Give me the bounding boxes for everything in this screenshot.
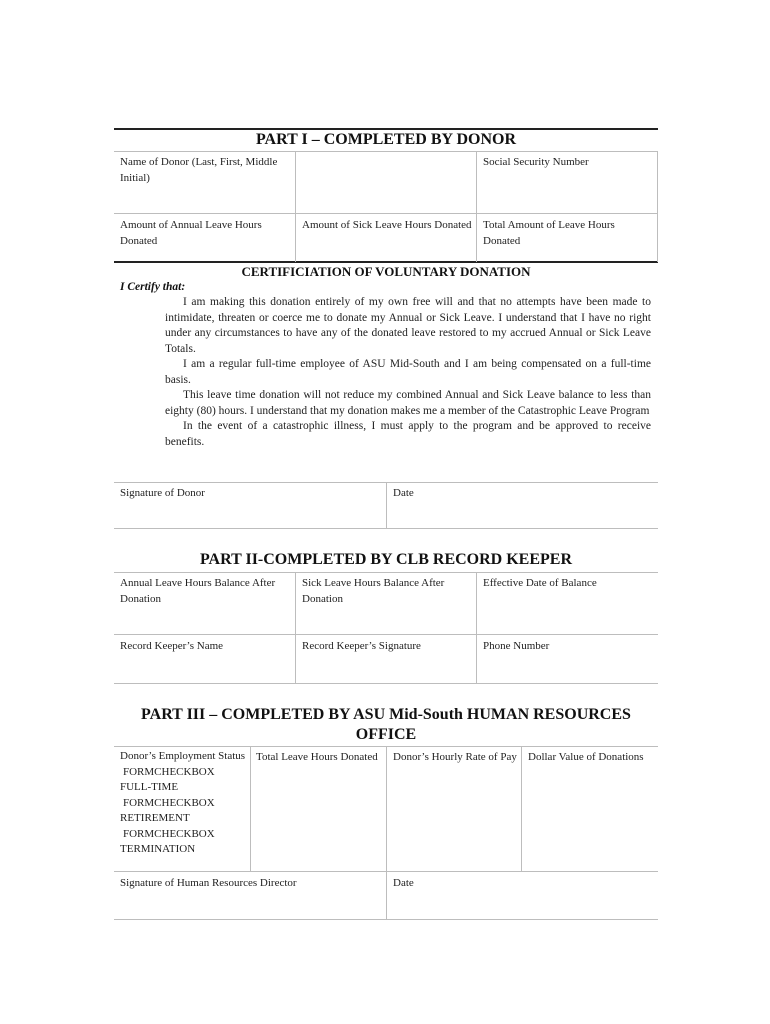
part1-bottom-rule bbox=[114, 261, 658, 263]
record-keeper-name-label: Record Keeper’s Name bbox=[120, 640, 224, 652]
part3-col-divider-2 bbox=[386, 746, 387, 919]
part2-col-divider-2 bbox=[476, 572, 477, 683]
total-hours-donated-label: Total Leave Hours Donated bbox=[256, 751, 378, 763]
hourly-rate-label: Donor’s Hourly Rate of Pay bbox=[393, 751, 517, 763]
sick-balance-label: Sick Leave Hours Balance After Donation bbox=[302, 577, 445, 605]
record-keeper-signature-label: Record Keeper’s Signature bbox=[302, 640, 421, 652]
part3-col-divider-3 bbox=[521, 746, 522, 871]
part2-bottom bbox=[114, 683, 658, 684]
part1-title: PART I – COMPLETED BY DONOR bbox=[255, 131, 517, 148]
dollar-value-label: Dollar Value of Donations bbox=[528, 751, 644, 763]
part2-row1-top bbox=[114, 572, 658, 573]
donor-name-field[interactable] bbox=[296, 152, 476, 212]
donor-date-label: Date bbox=[393, 487, 414, 499]
donor-signature-bottom bbox=[114, 528, 658, 529]
employment-status-cell bbox=[120, 749, 246, 858]
part2-title: PART II-COMPLETED BY CLB RECORD KEEPER bbox=[199, 551, 573, 568]
certification-paragraph-4: In the event of a catastrophic illness, I must apply to the program and be approved to receive benefits. bbox=[165, 420, 651, 448]
total-leave-donated-label: Total Amount of Leave Hours Donated bbox=[483, 219, 615, 247]
certification-paragraph-2: I am a regular full-time employee of ASU Mid-South and I am being compensated on a full-time basis. bbox=[165, 358, 651, 386]
hr-director-signature-label: Signature of Human Resources Director bbox=[120, 877, 297, 889]
checkbox-retirement[interactable]: FORMCHECKBOX bbox=[123, 796, 215, 809]
donor-signature-divider bbox=[386, 482, 387, 528]
donor-signature-label: Signature of Donor bbox=[120, 487, 205, 499]
sick-leave-donated-label: Amount of Sick Leave Hours Donated bbox=[302, 219, 472, 231]
phone-number-label: Phone Number bbox=[483, 640, 550, 652]
annual-balance-label: Annual Leave Hours Balance After Donation bbox=[120, 577, 276, 605]
ssn-label: Social Security Number bbox=[483, 156, 589, 168]
hr-date-label: Date bbox=[393, 877, 414, 889]
employment-status-label: Donor’s Employment Status bbox=[120, 750, 246, 762]
certification-paragraph-3: This leave time donation will not reduce my combined Annual and Sick Leave balance to less than eighty (80) hours. I understand that my donation makes me a member of the Catastrophic Leave Program bbox=[165, 389, 651, 417]
part2-row2-top bbox=[114, 634, 658, 635]
certification-text bbox=[165, 295, 651, 450]
part1-right-border bbox=[657, 151, 658, 262]
part3-col-divider-1 bbox=[250, 746, 251, 871]
annual-leave-donated-label: Amount of Annual Leave Hours Donated bbox=[120, 219, 262, 247]
part3-bottom bbox=[114, 919, 658, 920]
option-retirement: RETIREMENT bbox=[120, 812, 190, 824]
part3-title: PART III – COMPLETED BY ASU Mid-South HUMAN RESOURCES OFFICE bbox=[141, 706, 631, 743]
certify-label: I Certify that: bbox=[120, 281, 186, 293]
part1-row2-top bbox=[114, 213, 658, 214]
part1-col-divider-2 bbox=[476, 151, 477, 262]
certification-paragraph-1: I am making this donation entirely of my own free will and that no attempts have been made to intimidate, threaten or coerce me to donate my Annual or Sick Leave. I understand that I have no right under any circumstances to have any of the donated leave restored to my accrued Annual or Sick Leave Totals. bbox=[165, 296, 651, 355]
certification-title: CERTIFICIATION OF VOLUNTARY DONATION bbox=[241, 264, 531, 279]
effective-date-label: Effective Date of Balance bbox=[483, 577, 597, 589]
part2-col-divider-1 bbox=[295, 572, 296, 683]
donor-name-label: Name of Donor (Last, First, Middle Initial) bbox=[120, 156, 278, 184]
option-termination: TERMINATION bbox=[120, 843, 196, 855]
checkbox-termination[interactable]: FORMCHECKBOX bbox=[123, 827, 215, 840]
checkbox-full-time[interactable]: FORMCHECKBOX bbox=[123, 765, 215, 778]
part1-top-rule bbox=[114, 128, 658, 130]
option-full-time: FULL-TIME bbox=[120, 781, 179, 793]
